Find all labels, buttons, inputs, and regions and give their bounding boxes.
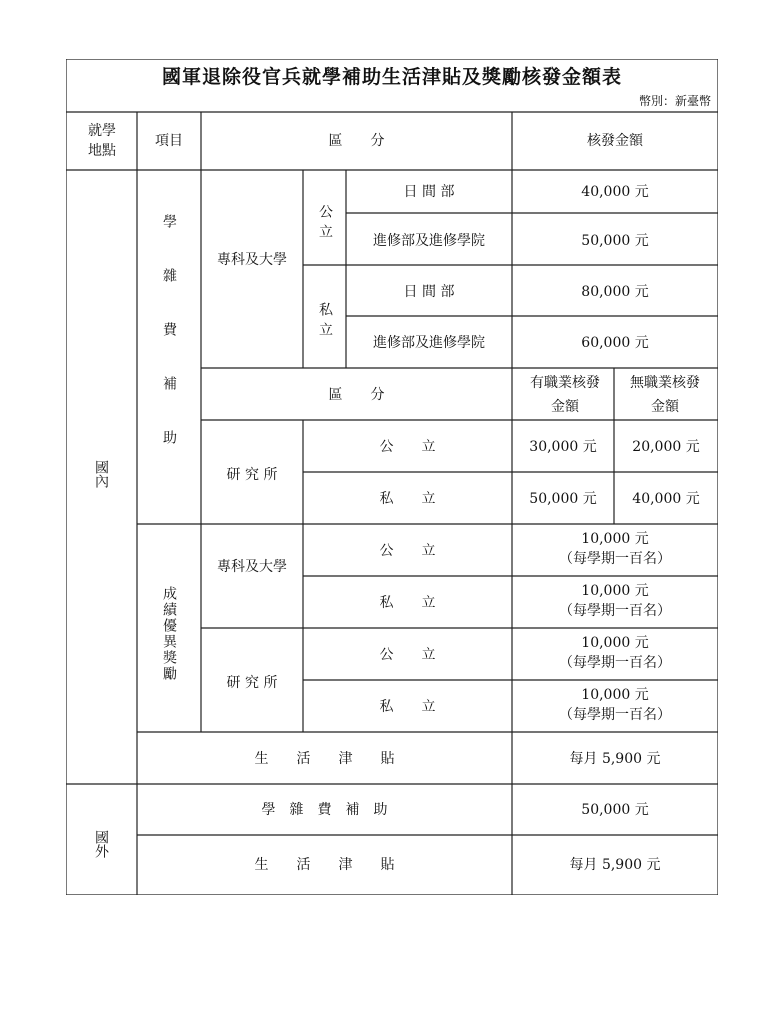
- amount-public-day: 40,000 元: [581, 184, 649, 200]
- award-grad-private-label: 私 立: [379, 699, 436, 715]
- grad-public-label: 公 立: [379, 439, 436, 455]
- header-amount: 核發金額: [587, 133, 643, 149]
- private-evening-label: 進修部及進修學院: [373, 335, 485, 351]
- header-location: 就學地點: [88, 123, 116, 159]
- header-category: 區 分: [328, 133, 385, 149]
- award-college-public-label: 公 立: [379, 543, 436, 559]
- sub-header-unemployed: 無職業核發金額: [630, 375, 700, 415]
- header-item: 項目: [155, 133, 183, 149]
- location-domestic: 國內: [93, 460, 109, 488]
- award-quota-4: （每學期一百名）: [559, 707, 671, 723]
- amount-grad-public-employed: 30,000 元: [529, 439, 597, 455]
- award-quota-3: （每學期一百名）: [559, 655, 671, 671]
- amount-grad-private-unemployed: 40,000 元: [632, 491, 700, 507]
- private-label: 私立: [317, 302, 333, 342]
- overseas-tuition-label: 學 雜 費 補 助: [261, 802, 388, 818]
- amount-grad-private-employed: 50,000 元: [529, 491, 597, 507]
- sub-header-category: 區 分: [328, 387, 385, 403]
- overseas-tuition-amount: 50,000 元: [581, 802, 649, 818]
- public-label: 公立: [317, 204, 333, 244]
- grad-private-label: 私 立: [379, 491, 436, 507]
- award-college-label: 專科及大學: [217, 559, 287, 575]
- location-overseas: 國外: [93, 830, 109, 858]
- award-grad-label: 研 究 所: [226, 675, 278, 691]
- currency-note: 幣別：新臺幣: [638, 94, 711, 108]
- overseas-living-label: 生 活 津 貼: [254, 857, 395, 873]
- amount-grad-public-unemployed: 20,000 元: [632, 439, 700, 455]
- public-evening-label: 進修部及進修學院: [373, 233, 485, 249]
- award-quota-1: （每學期一百名）: [559, 551, 671, 567]
- award-amount-4: 10,000 元: [581, 687, 649, 703]
- college-label: 專科及大學: [217, 252, 287, 268]
- award-college-private-label: 私 立: [379, 595, 436, 611]
- sub-header-employed: 有職業核發金額: [530, 375, 600, 415]
- grad-label: 研 究 所: [226, 467, 278, 483]
- public-day-label: 日 間 部: [403, 184, 455, 200]
- item-excellence-award: 成績優異獎勵: [161, 586, 177, 682]
- amount-public-evening: 50,000 元: [581, 233, 649, 249]
- item-tuition-subsidy: 學雜費補助: [161, 214, 177, 484]
- overseas-living-amount: 每月 5,900 元: [569, 857, 661, 873]
- award-quota-2: （每學期一百名）: [559, 603, 671, 619]
- domestic-living-label: 生 活 津 貼: [254, 751, 395, 767]
- amount-private-evening: 60,000 元: [581, 335, 649, 351]
- domestic-living-amount: 每月 5,900 元: [569, 751, 661, 767]
- private-day-label: 日 間 部: [403, 284, 455, 300]
- award-amount-2: 10,000 元: [581, 583, 649, 599]
- allowance-table: [66, 59, 718, 895]
- award-amount-1: 10,000 元: [581, 531, 649, 547]
- award-grad-public-label: 公 立: [379, 647, 436, 663]
- amount-private-day: 80,000 元: [581, 284, 649, 300]
- document-title: 國軍退除役官兵就學補助生活津貼及獎勵核發金額表: [161, 66, 622, 88]
- award-amount-3: 10,000 元: [581, 635, 649, 651]
